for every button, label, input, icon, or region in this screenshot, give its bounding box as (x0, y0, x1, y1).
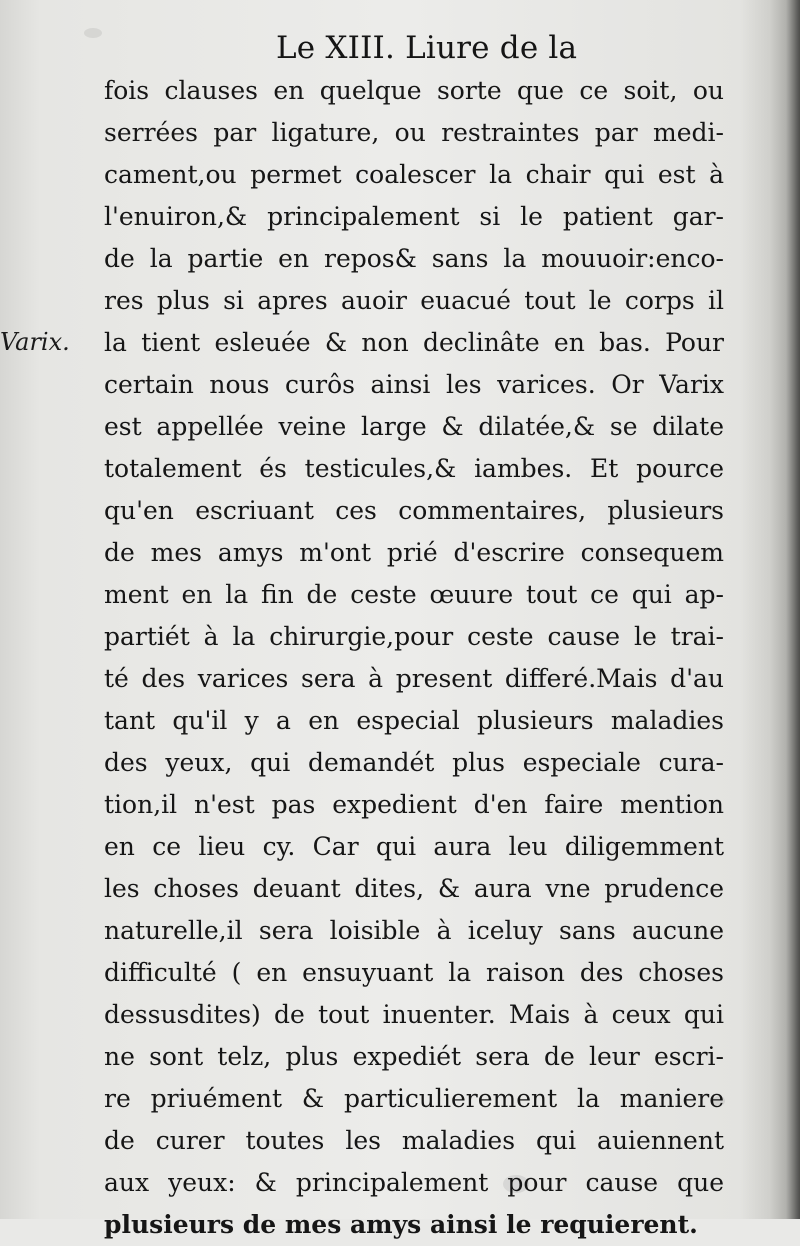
text-line: re priuément & particulierement la maniere (104, 1084, 724, 1113)
text-line: res plus si apres auoir euacué tout le corps il (104, 286, 724, 315)
text-line: tion,il n'est pas expedient d'en faire mention (104, 790, 724, 819)
page-edge-shadow (786, 0, 800, 1219)
margin-note: Varix. (0, 328, 70, 356)
text-line: des yeux, qui demandét plus especiale cura- (104, 748, 724, 777)
text-line: l'enuiron,& principalement si le patient gar- (104, 202, 724, 231)
text-line: cament,ou permet coalescer la chair qui est à (104, 160, 724, 189)
text-line: tant qu'il y a en especial plusieurs maladies (104, 706, 724, 735)
text-line: difficulté ( en ensuyuant la raison des choses (104, 958, 724, 987)
text-line: naturelle,il sera loisible à iceluy sans aucune (104, 916, 724, 945)
text-line: qu'en escriuant ces commentaires, plusieurs (104, 496, 724, 525)
body-text (104, 70, 724, 1246)
paper-stain (84, 28, 102, 38)
text-line: ne sont telz, plus expediét sera de leur escri- (104, 1042, 724, 1071)
running-head: Le XIII. Liure de la (276, 30, 578, 66)
text-line: de curer toutes les maladies qui auiennent (104, 1126, 724, 1155)
text-line: ment en la fin de ceste œuure tout ce qui ap- (104, 580, 724, 609)
text-line: dessusdites) de tout inuenter. Mais à ceux qui (104, 1000, 724, 1029)
text-line: serrées par ligature, ou restraintes par medi- (104, 118, 724, 147)
text-line: de mes amys m'ont prié d'escrire consequem (104, 538, 724, 567)
text-line: les choses deuant dites, & aura vne prudence (104, 874, 724, 903)
text-line: en ce lieu cy. Car qui aura leu diligemment (104, 832, 724, 861)
text-line: certain nous curôs ainsi les varices. Or Varix (104, 370, 724, 399)
text-line: té des varices sera à present differé.Mais d'au (104, 664, 724, 693)
text-line: la tient esleuée & non declinâte en bas. Pour (104, 328, 724, 357)
text-line: aux yeux: & principalement pour cause que (104, 1168, 724, 1197)
text-line: totalement és testicules,& iambes. Et pource (104, 454, 724, 483)
text-line: est appellée veine large & dilatée,& se dilate (104, 412, 724, 441)
text-line: fois clauses en quelque sorte que ce soit, ou (104, 76, 724, 105)
text-line: de la partie en repos& sans la mouuoir:enco- (104, 244, 724, 273)
text-line: partiét à la chirurgie,pour ceste cause le trai- (104, 622, 724, 651)
text-line: plusieurs de mes amys ainsi le requierent. (104, 1210, 698, 1239)
